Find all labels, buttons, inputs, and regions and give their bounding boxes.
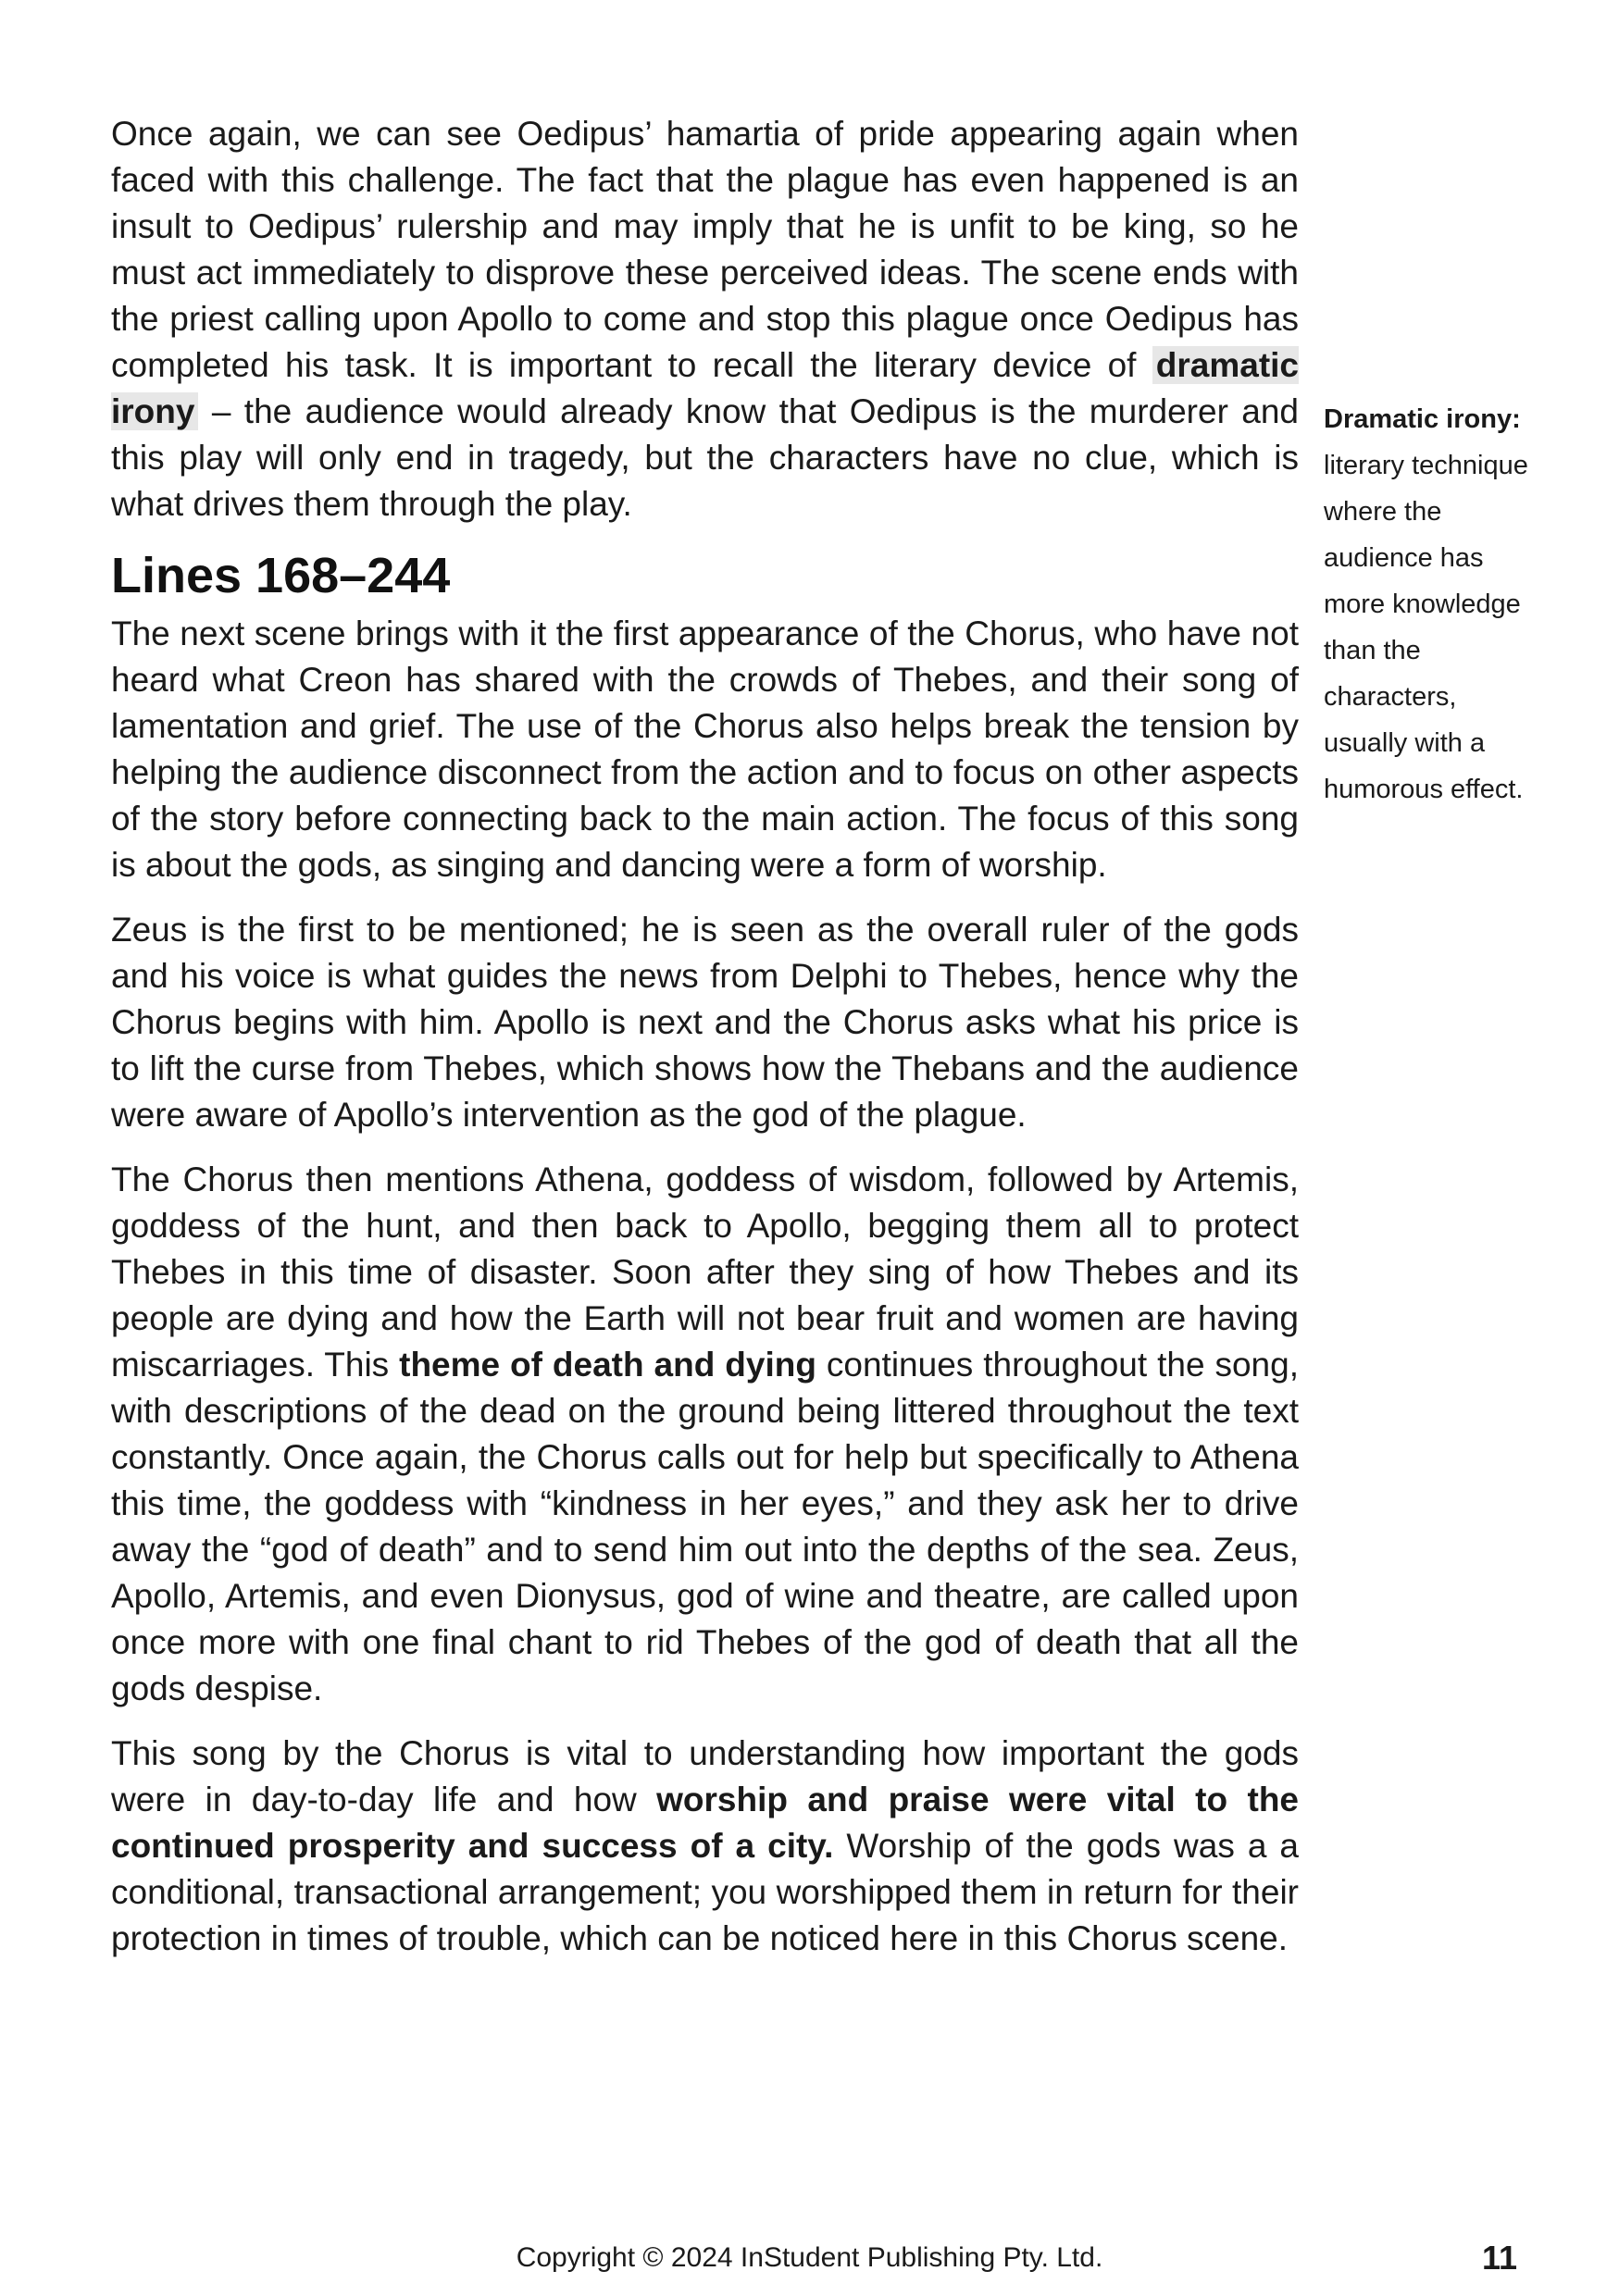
bold-phrase-worship: worship and praise were vital to the continued prosperity and success of a city. [111, 1781, 1299, 1865]
bold-phrase-death-theme: theme of death and dying [399, 1346, 816, 1384]
paragraph-chorus-intro: The next scene brings with it the first appearance of the Chorus, who have not heard what Creon has shared with the crowds of Thebes, and their song of lamentation and grief. The use of the Chorus also helps break the tension by helping the audience disconnect from the action and to focus on other aspects of the story before connecting back to the main action. The focus of this song is about the gods, as singing and dancing were a form of worship. [111, 614, 1299, 884]
page-footer [0, 2235, 1619, 2281]
paragraph-oedipus-pride [111, 111, 1299, 527]
highlighted-term-dramatic-irony: dramatic irony [111, 346, 1299, 430]
paragraph-zeus-apollo: Zeus is the first to be mentioned; he is seen as the overall ruler of the gods and his voice is what guides the news from Delphi to Thebes, hence why the Chorus begins with him. Apollo is next and the Chorus asks what his price is to lift the curse from Thebes, which shows how the Thebans and the audience were aware of Apollo’s intervention as the god of the plague. [111, 911, 1299, 1134]
paragraph-worship [111, 1731, 1299, 1962]
paragraph-text: Worship of the gods was a a conditional, transactional arrangement; you worshipped them in return for their protection in times of trouble, which can be noticed here in this Chorus scene. [111, 1827, 1299, 1957]
paragraph-text: This song by the Chorus is vital to understanding how important the gods were in day-to-day life and how [111, 1734, 1299, 1818]
page-number: 11 [1481, 2239, 1517, 2277]
main-text-column [111, 111, 1299, 1980]
glossary-term: Dramatic irony: [1324, 404, 1521, 434]
paragraph-text: – the audience would already know that Oedipus is the murderer and this play will only end in tragedy, but the characters have no clue, which is what drives them through the play. [111, 392, 1299, 523]
paragraph-athena-artemis [111, 1157, 1299, 1712]
glossary-definition: literary technique where the audience has more knowledge than the characters, usually with a humorous effect. [1324, 451, 1528, 804]
copyright-notice: Copyright © 2024 InStudent Publishing Pty. Ltd. [516, 2242, 1103, 2273]
paragraph-text: The Chorus then mentions Athena, goddess of wisdom, followed by Artemis, goddess of the hunt, and then back to Apollo, begging them all to protect Thebes in this time of disaster. Soon after they sing of how Thebes and its people are dying and how the Earth will not bear fruit and women are having miscarriages. This [111, 1160, 1299, 1384]
paragraph-text: Once again, we can see Oedipus’ hamartia of pride appearing again when faced with this challenge. The fact that the plague has even happened is an insult to Oedipus’ rulership and may imply that he is unfit to be king, so he must act immediately to disprove these perceived ideas. The scene ends with the priest calling upon Apollo to come and stop this plague once Oedipus has completed his task. It is important to recall the literary device of [111, 115, 1299, 384]
margin-glossary-note [1324, 396, 1537, 813]
section-heading: Lines 168–244 [111, 548, 451, 603]
paragraph-text: continues throughout the song, with descriptions of the dead on the ground being littered throughout the text constantly. Once again, the Chorus calls out for help but specifically to Athena this time, the goddess with “kindness in her eyes,” and they ask her to drive away the “god of death” and to send him out into the depths of the sea. Zeus, Apollo, Artemis, and even Dionysus, god of wine and theatre, are called upon once more with one final chant to rid Thebes of the god of death that all the gods despise. [111, 1346, 1299, 1707]
